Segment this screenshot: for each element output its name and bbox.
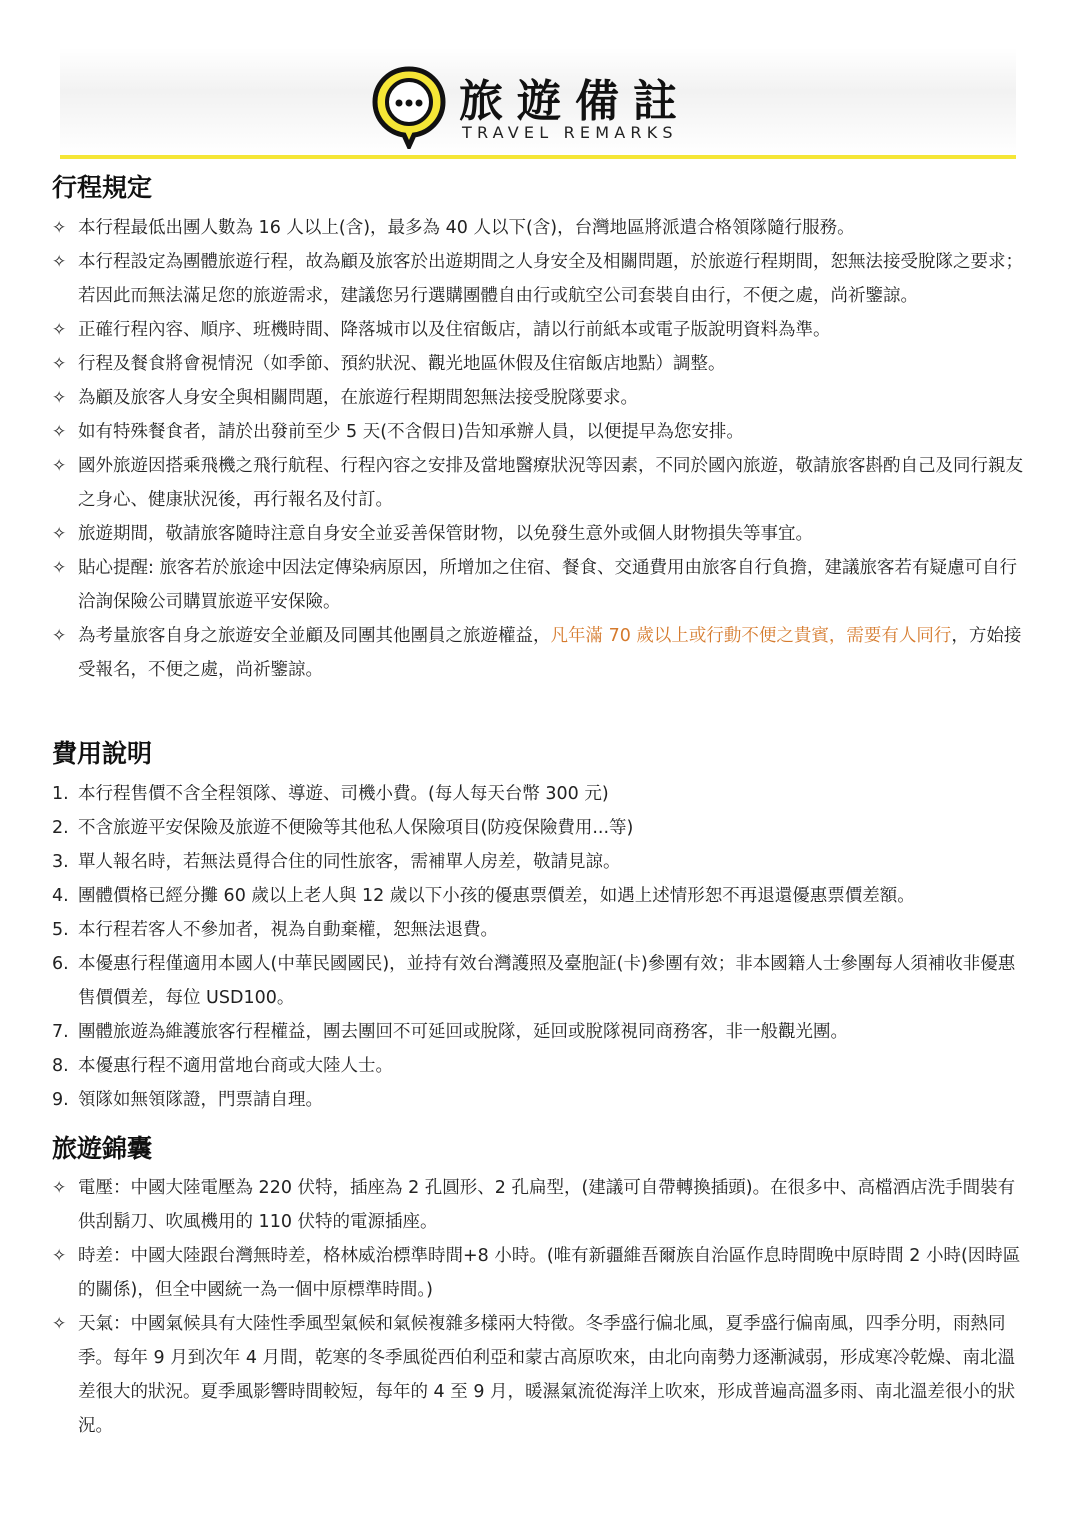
item-number: 5. — [52, 920, 69, 940]
senior-notice-highlight: 凡年滿 70 歲以上或行動不便之貴賓，需要有人同行 — [550, 626, 952, 646]
list-item-text: 為顧及旅客人身安全與相關問題，在旅遊行程期間恕無法接受脫隊要求。 — [78, 388, 638, 408]
list-item-text: 本行程若客人不參加者，視為自動棄權，恕無法退費。 — [78, 920, 498, 940]
item-number: 3. — [52, 852, 69, 872]
header-logo — [371, 63, 711, 149]
section-title-fees: 費用說明 — [52, 739, 153, 768]
bullet-icon: ✧ — [52, 252, 67, 272]
bullet-icon: ✧ — [52, 626, 67, 646]
list-item — [52, 1083, 1032, 1117]
list-item-text: 國外旅遊因搭乘飛機之飛行航程、行程內容之安排及當地醫療狀況等因素，不同於國內旅遊，敬請旅客斟酌自己及同行親友之身心、健康狀況後，再行報名及付訂。 — [78, 456, 1023, 510]
list-item-text: 本優惠行程不適用當地台商或大陸人士。 — [78, 1056, 393, 1076]
bullet-icon: ✧ — [52, 388, 67, 408]
bullet-icon: ✧ — [52, 354, 67, 374]
bullet-icon: ✧ — [52, 422, 67, 442]
header-divider — [60, 155, 1016, 159]
list-item-text: 貼心提醒: 旅客若於旅途中因法定傳染病原因，所增加之住宿、餐食、交通費用由旅客自行負擔，建議旅客若有疑慮可自行洽詢保險公司購買旅遊平安保險。 — [78, 558, 1017, 612]
list-item — [52, 517, 1032, 551]
item-number: 2. — [52, 818, 69, 838]
list-item-text: 本優惠行程僅適用本國人(中華民國國民)，並持有效台灣護照及臺胞証(卡)參團有效；非本國籍人士參團每人須補收非優惠售價價差，每位 USD100。 — [78, 954, 1016, 1008]
list-item — [52, 1015, 1032, 1049]
list-item-text: 本行程設定為團體旅遊行程，故為顧及旅客於出遊期間之人身安全及相關問題，於旅遊行程期間，恕無法接受脫隊之要求；若因此而無法滿足您的旅遊需求，建議您另行選購團體自由行或航空公司套裝自由行，不便之處，尚祈鑒諒。 — [78, 252, 1023, 306]
bullet-icon: ✧ — [52, 1178, 67, 1198]
list-item — [52, 947, 1032, 1015]
list-item — [52, 211, 1032, 245]
header-title: 旅遊備註 — [459, 76, 691, 127]
bullet-icon: ✧ — [52, 1314, 67, 1334]
list-item-text: 不含旅遊平安保險及旅遊不便險等其他私人保險項目(防疫保險費用...等) — [78, 818, 634, 838]
item-number: 6. — [52, 954, 69, 974]
list-item — [52, 811, 1032, 845]
list-item — [52, 313, 1032, 347]
list-item — [52, 245, 1032, 313]
bullet-icon: ✧ — [52, 320, 67, 340]
item-number: 1. — [52, 784, 69, 804]
list-item-text: 團體旅遊為維護旅客行程權益，團去團回不可延回或脫隊，延回或脫隊視同商務客，非一般觀光團。 — [78, 1022, 848, 1042]
list-item-text: 如有特殊餐食者，請於出發前至少 5 天(不含假日)告知承辦人員，以便提早為您安排。 — [78, 422, 744, 442]
list-item — [52, 1239, 1032, 1307]
list-item-text: 旅遊期間，敬請旅客隨時注意自身安全並妥善保管財物，以免發生意外或個人財物損失等事宜。 — [78, 524, 813, 544]
tips-list — [52, 1171, 1032, 1443]
list-item — [52, 777, 1032, 811]
list-item — [52, 449, 1032, 517]
item-number: 7. — [52, 1022, 69, 1042]
list-item-text: 正確行程內容、順序、班機時間、降落城市以及住宿飯店，請以行前紙本或電子版說明資料為準。 — [78, 320, 831, 340]
list-item-text: ，方始接受報名，不便之處，尚祈鑒諒。 — [78, 626, 1022, 680]
bullet-icon: ✧ — [52, 218, 67, 238]
item-number: 8. — [52, 1056, 69, 1076]
list-item-text: 為考量旅客自身之旅遊安全並顧及同團其他團員之旅遊權益， — [78, 626, 551, 646]
list-item — [52, 1049, 1032, 1083]
item-number: 4. — [52, 886, 69, 906]
bullet-icon: ✧ — [52, 558, 67, 578]
list-item-text: 團體價格已經分攤 60 歲以上老人與 12 歲以下小孩的優惠票價差，如遇上述情形恕不再退還優惠票價差額。 — [78, 886, 915, 906]
list-item — [52, 619, 1032, 687]
section-title-itinerary: 行程規定 — [52, 173, 153, 202]
list-item — [52, 381, 1032, 415]
item-number: 9. — [52, 1090, 69, 1110]
list-item-text: 本行程售價不含全程領隊、導遊、司機小費。(每人每天台幣 300 元) — [78, 784, 609, 804]
section-title-tips: 旅遊錦囊 — [52, 1134, 153, 1163]
fees-list — [52, 777, 1032, 1117]
list-item — [52, 415, 1032, 449]
list-item-text: 行程及餐食將會視情況（如季節、預約狀況、觀光地區休假及住宿飯店地點）調整。 — [78, 354, 726, 374]
list-item-text: 單人報名時，若無法覓得合住的同性旅客，需補單人房差，敬請見諒。 — [78, 852, 621, 872]
list-item-text: 本行程最低出團人數為 16 人以上(含)，最多為 40 人以下(含)，台灣地區將派遣合格領隊隨行服務。 — [78, 218, 855, 238]
list-item — [52, 879, 1032, 913]
list-item — [52, 845, 1032, 879]
bullet-icon: ✧ — [52, 1246, 67, 1266]
list-item-text: 時差：中國大陸跟台灣無時差，格林威治標準時間+8 小時。(唯有新疆維吾爾族自治區作息時間晚中原時間 2 小時(因時區的關係)，但全中國統一為一個中原標準時間。) — [78, 1246, 1021, 1300]
itinerary-list — [52, 211, 1032, 687]
bullet-icon: ✧ — [52, 524, 67, 544]
list-item-text: 電壓：中國大陸電壓為 220 伏特，插座為 2 孔圓形、2 孔扁型，(建議可自帶轉換插頭)。在很多中、高檔酒店洗手間裝有供刮鬍刀、吹風機用的 110 伏特的電源插座。 — [78, 1178, 1016, 1232]
list-item-text: 天氣：中國氣候具有大陸性季風型氣候和氣候複雜多樣兩大特徵。冬季盛行偏北風，夏季盛行偏南風，四季分明，雨熱同季。每年 9 月到次年 4 月間，乾寒的冬季風從西伯利亞和蒙古高原吹來，由北向南勢力逐漸減弱，形成寒冷乾燥、南北溫差很大的狀況。夏季風影響時間較短，每年的 4 至 9 月，暖濕氣流從海洋上吹來，形成普遍高溫多雨、南北溫差很小的狀況。 — [78, 1314, 1016, 1436]
list-item-text: 領隊如無領隊證，門票請自理。 — [78, 1090, 323, 1110]
header-subtitle: TRAVEL REMARKS — [462, 123, 678, 142]
list-item — [52, 551, 1032, 619]
list-item — [52, 1171, 1032, 1239]
list-item — [52, 913, 1032, 947]
list-item — [52, 1307, 1032, 1443]
bullet-icon: ✧ — [52, 456, 67, 476]
list-item — [52, 347, 1032, 381]
speech-bubble-icon — [371, 65, 447, 149]
